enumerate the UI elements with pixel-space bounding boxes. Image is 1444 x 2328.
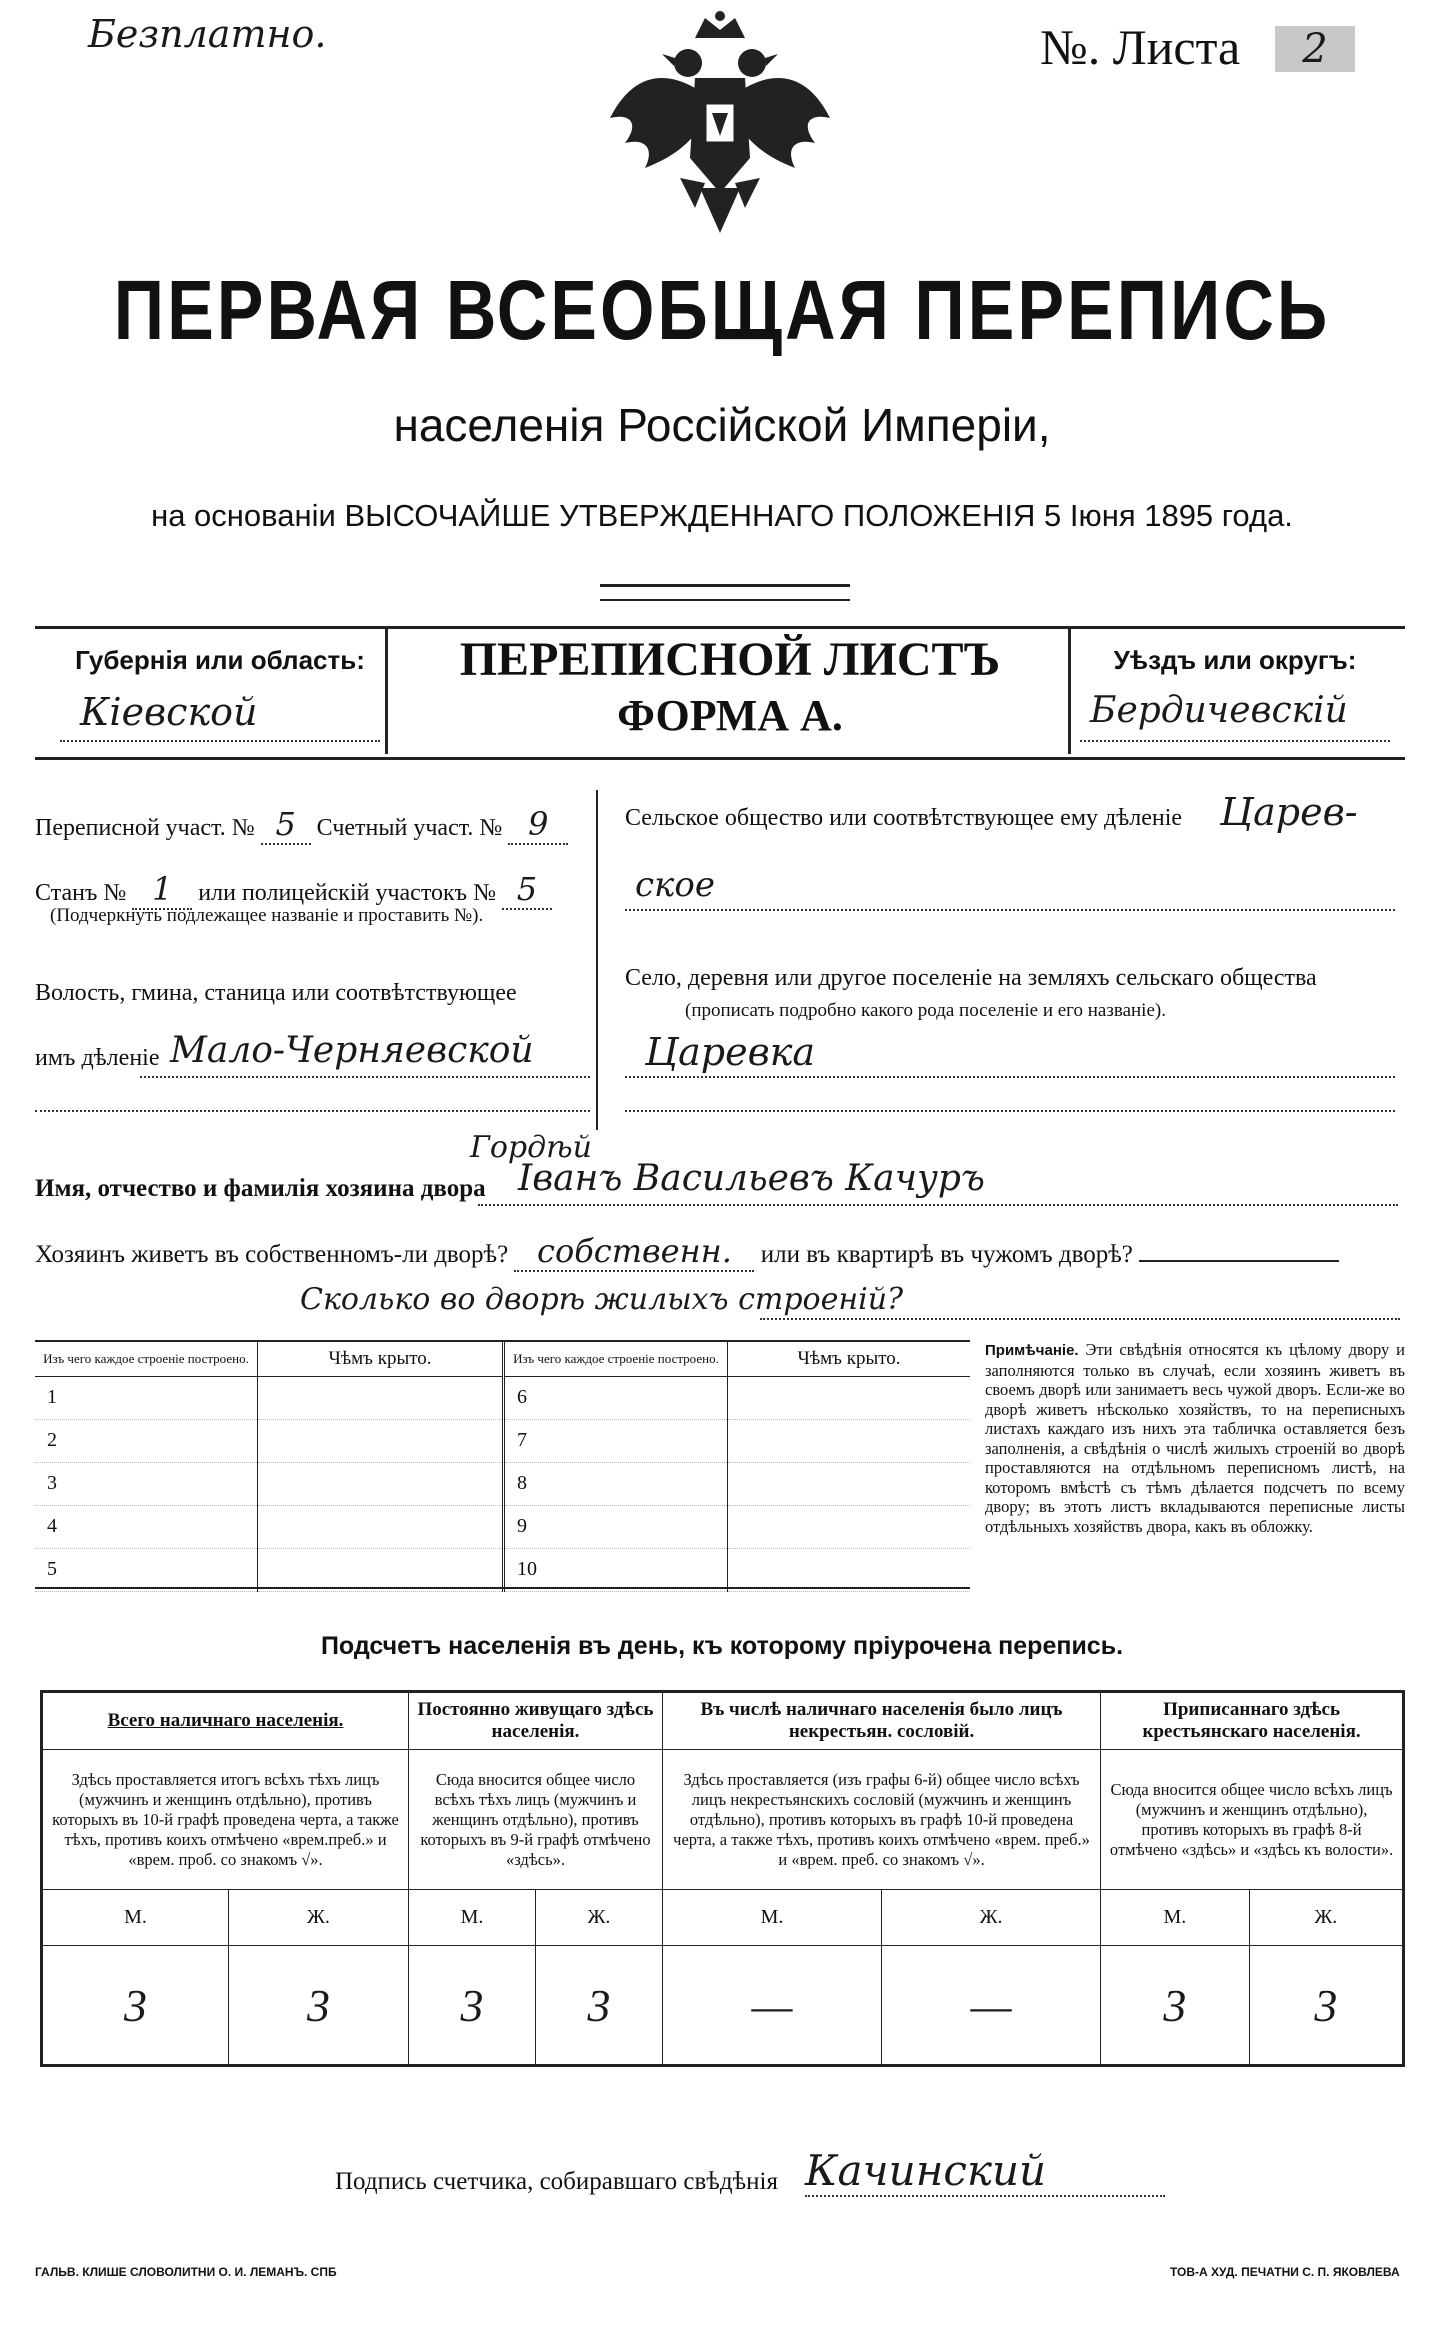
- footer-left-print: ГАЛЬВ. КЛИШЕ СЛОВОЛИТНИ О. И. ЛЕМАНЪ. СПБ: [35, 2265, 337, 2279]
- footer-right-print: ТОВ-А ХУД. ПЕЧАТНИ С. П. ЯКОВЛЕВА: [1170, 2265, 1400, 2279]
- m-header: М.: [1101, 1890, 1250, 1946]
- count-value: —: [882, 1946, 1101, 2066]
- right-blank-line: [625, 1110, 1395, 1112]
- police-value: 5: [502, 870, 552, 910]
- signature-label: Подпись счетчика, собиравшаго свѣдѣнія: [335, 2168, 778, 2195]
- residence-row: [35, 1232, 1339, 1272]
- section-desc: Сюда вносится общее число всѣхъ тѣхъ лицъ (мужчинъ и женщинъ отдѣльно), противъ которыхъ въ 9-й графѣ отмѣчено «здѣсь».: [409, 1750, 663, 1890]
- section-header: Приписаннаго здѣсь крестьянскаго населенія.: [1101, 1692, 1404, 1750]
- m-header: М.: [662, 1890, 881, 1946]
- col-material-header-2: Изъ чего каждое строеніе построено.: [504, 1342, 728, 1376]
- note-block: [985, 1340, 1405, 1536]
- stan-label: Станъ №: [35, 880, 127, 906]
- volost-label: Волость, гмина, станица или соотвѣтствующее: [35, 980, 517, 1006]
- district-label: Уѣздъ или округъ:: [1113, 645, 1357, 675]
- count-area-label: Счетный участ. №: [316, 815, 503, 841]
- table-row: 9: [504, 1505, 971, 1548]
- count-table: [40, 1690, 1405, 2067]
- sheet-number: 2: [1275, 26, 1355, 72]
- province-value: Кіевской: [60, 690, 380, 742]
- table-row: 8: [504, 1462, 971, 1505]
- census-area-value: 5: [261, 805, 311, 845]
- owner-name-value: Іванъ Васильевъ Качуръ: [478, 1158, 1398, 1206]
- table-row: 7: [504, 1419, 971, 1462]
- village-value: Царевка: [625, 1030, 1395, 1078]
- f-header: Ж.: [1249, 1890, 1403, 1946]
- section-desc: Здѣсь проставляется итогъ всѣхъ тѣхъ лицъ (мужчинъ и женщинъ отдѣльно), противъ которыхъ въ 10-й графѣ проведена черта, а также тѣхъ, противъ коихъ отмѣчено «врем.преб.» и «врем. проб. со знакомъ √».: [42, 1750, 409, 1890]
- f-header: Ж.: [228, 1890, 408, 1946]
- free-label: Безплатно.: [88, 12, 327, 56]
- owner-name-over: Гордѣй: [470, 1130, 592, 1165]
- count-area-value: 9: [508, 805, 568, 845]
- form-title: ПЕРЕПИСНОЙ ЛИСТЪ: [459, 633, 1001, 686]
- section-header: Въ числѣ наличнаго населенія было лицъ некрестьян. сословій.: [662, 1692, 1100, 1750]
- section-desc: Здѣсь проставляется (изъ графы 6-й) общее число всѣхъ лицъ некрестьянскихъ сословій (мужчинъ и женщинъ отдѣльно), противъ которыхъ въ графѣ 10-й проведена черта, а также тѣхъ, противъ коихъ отмѣчено «врем. преб.» и «врем. преб. со знакомъ √».: [662, 1750, 1100, 1890]
- district-value: Бердичевскій: [1080, 690, 1390, 742]
- col-roof-header: Чѣмъ крыто.: [258, 1342, 503, 1376]
- residence-value: собственн.: [514, 1232, 754, 1272]
- left-blank-line: [35, 1110, 590, 1112]
- table-row: 4: [35, 1505, 502, 1548]
- note-label: Примѣчаніе.: [985, 1342, 1079, 1359]
- stan-row: [35, 870, 552, 910]
- signature-value: Качинский: [805, 2146, 1165, 2197]
- count-value: 3: [1249, 1946, 1403, 2066]
- basis-line: на основаніи ВЫСОЧАЙШЕ УТВЕРЖДЕННАГО ПОЛОЖЕНІЯ 5 Іюня 1895 года.: [151, 498, 1293, 533]
- table-row: 5: [35, 1548, 502, 1591]
- count-title: Подсчетъ населенія въ день, къ которому пріурочена перепись.: [320, 1632, 1124, 1660]
- col-material-header: Изъ чего каждое строеніе построено.: [35, 1342, 258, 1376]
- buildings-table: [35, 1340, 970, 1589]
- count-value: 3: [228, 1946, 408, 2066]
- section-header: Постоянно живущаго здѣсь населенія.: [409, 1692, 663, 1750]
- buildings-answer-line: [760, 1318, 1400, 1320]
- m-header: М.: [42, 1890, 229, 1946]
- m-header: М.: [409, 1890, 536, 1946]
- residence-label-a: Хозяинъ живетъ въ собственномъ-ли дворѣ?: [35, 1241, 509, 1268]
- double-headed-eagle-icon: [600, 8, 840, 238]
- society-value: Царев-: [1220, 790, 1358, 834]
- count-value: 3: [409, 1946, 536, 2066]
- province-label: Губернія или область:: [75, 645, 365, 675]
- main-title: ПЕРВАЯ ВСЕОБЩАЯ ПЕРЕПИСЬ: [113, 263, 1331, 357]
- underline-note: (Подчеркнуть подлежащее названіе и проставить №).: [50, 905, 484, 926]
- column-divider: [596, 790, 598, 1130]
- division-label: имъ дѣленіе: [35, 1045, 160, 1071]
- count-value: 3: [42, 1946, 229, 2066]
- f-header: Ж.: [535, 1890, 662, 1946]
- count-value: 3: [535, 1946, 662, 2066]
- society-value-cont: ское: [625, 865, 1395, 911]
- section-desc: Сюда вносится общее число всѣхъ лицъ (мужчинъ и женщинъ отдѣльно), противъ которыхъ въ графѣ 8-й отмѣчено «здѣсь» и «здѣсь къ волости».: [1101, 1750, 1404, 1890]
- village-note: (прописать подробно какого рода поселеніе и его названіе).: [685, 1000, 1166, 1021]
- f-header: Ж.: [882, 1890, 1101, 1946]
- owner-name-label: Имя, отчество и фамилія хозяина двора: [35, 1175, 486, 1202]
- note-text: Эти свѣдѣнія относятся къ цѣлому двору и заполняются только въ случаѣ, если хозяинъ живетъ въ своемъ дворѣ или занимаетъ весь чужой дворъ. Если-же во дворѣ живетъ нѣсколько хозяйствъ, то на переписныхъ листахъ каждаго изъ нихъ эта табличка оставляется безъ заполненія, а свѣдѣнія о числѣ жилыхъ строеній во дворѣ проставляются на отдѣльномъ переписномъ листѣ, на которомъ вмѣстѣ съ тѣмъ дѣлается подсчетъ по всему двору; въ этотъ листъ вкладываются переписные листы отдѣльныхъ хозяйствъ двора, какъ въ обложку.: [985, 1340, 1405, 1536]
- table-row: 1: [35, 1376, 502, 1419]
- count-value: —: [662, 1946, 881, 2066]
- buildings-question: Сколько во дворѣ жилыхъ строеній?: [300, 1282, 904, 1317]
- table-row: 10: [504, 1548, 971, 1591]
- count-value: 3: [1101, 1946, 1250, 2066]
- col-roof-header-2: Чѣмъ крыто.: [728, 1342, 971, 1376]
- society-label: Сельское общество или соотвѣтствующее ему дѣленіе: [625, 805, 1183, 831]
- census-area-row: [35, 805, 568, 845]
- table-row: 6: [504, 1376, 971, 1419]
- division-value: Мало-Черняевской: [140, 1030, 590, 1078]
- sheet-label: №. Листа: [1040, 19, 1241, 75]
- table-row: 3: [35, 1462, 502, 1505]
- form-code: ФОРМА А.: [617, 691, 843, 740]
- table-row: 2: [35, 1419, 502, 1462]
- village-label: Село, деревня или другое поселеніе на земляхъ сельскаго общества: [625, 965, 1317, 991]
- police-label: или полицейскій участокъ №: [198, 880, 496, 906]
- divider-ornament: [600, 584, 850, 601]
- stan-value: 1: [132, 870, 192, 910]
- census-area-label: Переписной участ. №: [35, 815, 255, 841]
- subtitle: населенія Россійской Имперіи,: [393, 399, 1051, 451]
- section-header: Всего наличнаго населенія.: [42, 1692, 409, 1750]
- residence-label-b: или въ квартирѣ въ чужомъ дворѣ?: [760, 1241, 1133, 1268]
